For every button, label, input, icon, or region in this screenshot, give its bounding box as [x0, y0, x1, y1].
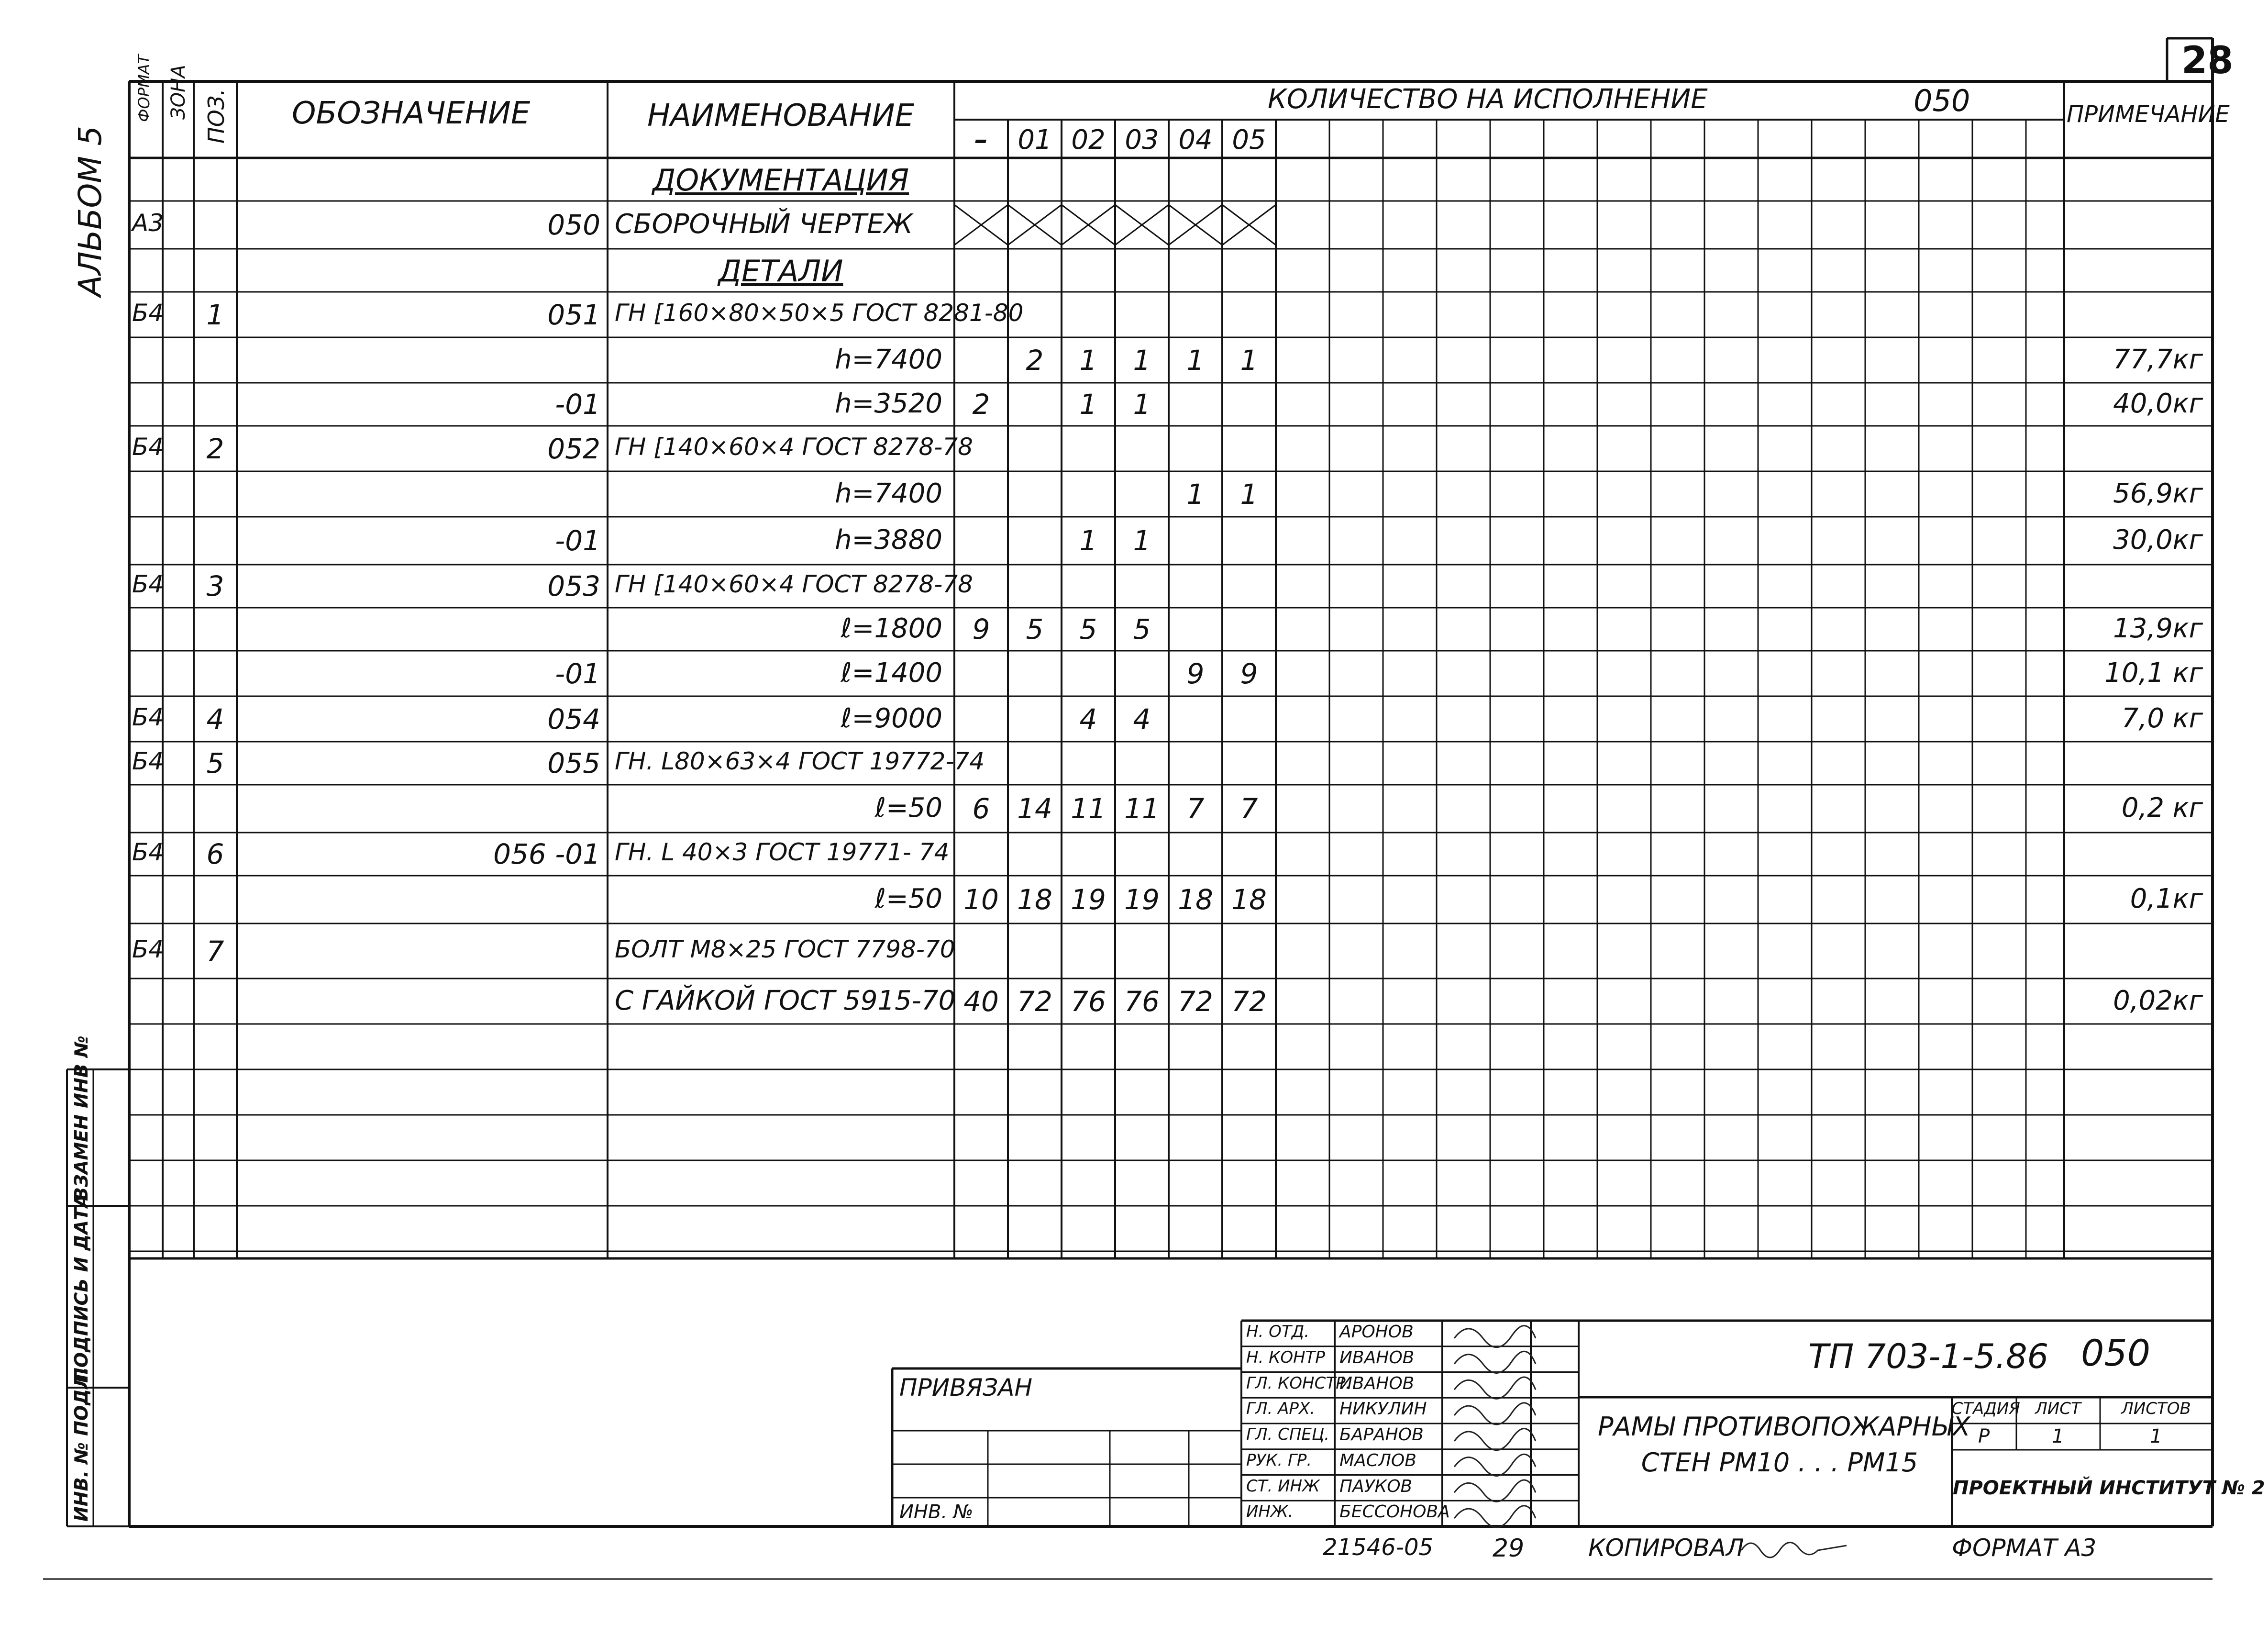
row-name: h=3880: [835, 524, 942, 556]
quantity-cell: 72: [1231, 985, 1267, 1018]
row-name: С ГАЙКОЙ ГОСТ 5915-70: [615, 985, 956, 1016]
quantity-cell: 76: [1071, 985, 1106, 1018]
quantity-cell: 9: [1186, 657, 1205, 690]
quantity-cell: 72: [1017, 985, 1052, 1018]
role-label: РУК. ГР.: [1246, 1450, 1312, 1470]
title-line-1: РАМЫ ПРОТИВОПОЖАРНЫХ: [1598, 1412, 1970, 1442]
row-name: ГН. L 40×3 ГОСТ 19771- 74: [615, 838, 950, 866]
quantity-cell: 5: [1133, 613, 1151, 645]
role-label: ГЛ. КОНСТР.: [1246, 1373, 1351, 1393]
row-name: ГН [140×60×4 ГОСТ 8278-78: [615, 433, 973, 461]
variant-header: 03: [1125, 124, 1159, 156]
person-name: МАСЛОВ: [1339, 1450, 1416, 1470]
document-code: ТП 703-1-5.86: [1808, 1337, 2049, 1376]
header-name: НАИМЕНОВАНИЕ: [647, 98, 915, 133]
row-name: ℓ=50: [874, 883, 942, 914]
section-title: ДОКУМЕНТАЦИЯ: [652, 163, 909, 198]
quantity-cell: 1: [1240, 478, 1258, 511]
quantity-cell: 1: [1186, 478, 1205, 511]
row-format: Б4: [132, 838, 164, 866]
row-position: 2: [206, 432, 224, 465]
quantity-cell: 76: [1124, 985, 1160, 1018]
person-name: ПАУКОВ: [1339, 1476, 1413, 1496]
album-label: АЛЬБОМ 5: [72, 125, 109, 297]
person-name: БАРАНОВ: [1339, 1425, 1424, 1445]
header-designation: ОБОЗНАЧЕНИЕ: [292, 96, 531, 131]
copier-signature: [1741, 1543, 1847, 1557]
sheet-value: 1: [2052, 1425, 2064, 1447]
row-designation: -01: [555, 657, 600, 690]
row-name: ℓ=50: [874, 792, 942, 823]
row-note: 10,1 кг: [2104, 657, 2203, 689]
row-name: БОЛТ М8×25 ГОСТ 7798-70: [615, 935, 955, 963]
quantity-cell: 1: [1079, 388, 1097, 421]
quantity-cell: 14: [1017, 792, 1052, 825]
title-line-2: СТЕН РМ10 . . . РМ15: [1641, 1447, 1918, 1478]
row-name: ГН. L80×63×4 ГОСТ 19772-74: [615, 747, 985, 775]
header-quantity: КОЛИЧЕСТВО НА ИСПОЛНЕНИЕ: [1268, 84, 1708, 115]
organization: ПРОЕКТНЫЙ ИНСТИТУТ № 2: [1953, 1477, 2265, 1499]
row-position: 6: [206, 838, 224, 870]
quantity-cell: 7: [1186, 792, 1205, 825]
row-name: ГН [160×80×50×5 ГОСТ 8281-80: [615, 299, 1024, 327]
role-label: ГЛ. СПЕЦ.: [1246, 1425, 1330, 1444]
stage-value: Р: [1978, 1425, 1990, 1447]
person-name: НИКУЛИН: [1339, 1399, 1427, 1419]
format-label: ФОРМАТ А3: [1952, 1534, 2097, 1562]
sheets-label: ЛИСТОВ: [2121, 1399, 2191, 1418]
quantity-cell: 1: [1133, 388, 1151, 421]
quantity-cell: 19: [1124, 883, 1160, 916]
variant-header: 04: [1178, 124, 1213, 156]
quantity-cell: 18: [1178, 883, 1213, 916]
row-format: Б4: [132, 935, 164, 963]
row-name: h=3520: [835, 388, 942, 419]
header-position: ПОЗ.: [203, 89, 229, 144]
row-format: Б4: [132, 747, 164, 775]
row-designation: 056 -01: [493, 838, 600, 870]
sheets-value: 1: [2150, 1425, 2162, 1447]
row-name: ℓ=1800: [841, 613, 942, 644]
quantity-cell: 40: [963, 985, 999, 1018]
row-note: 7,0 кг: [2121, 702, 2203, 734]
page-reference: 29: [1493, 1534, 1525, 1563]
quantity-cell: 11: [1071, 792, 1106, 825]
quantity-cell: 7: [1240, 792, 1258, 825]
row-note: 13,9кг: [2113, 613, 2203, 644]
row-note: 0,1кг: [2130, 883, 2203, 914]
row-designation: 055: [547, 747, 600, 779]
row-position: 1: [206, 298, 224, 331]
stage-label: СТАДИЯ: [1951, 1399, 2020, 1418]
person-name: АРОНОВ: [1339, 1322, 1414, 1342]
quantity-cell: 1: [1133, 344, 1151, 377]
header-zone: ЗОНА: [167, 65, 189, 120]
side-stamp-label: ВЗАМЕН ИНВ №: [71, 1035, 92, 1201]
copied-label: КОПИРОВАЛ: [1588, 1534, 1744, 1562]
side-stamp-label: ИНВ. № ПОДЛ.: [71, 1367, 92, 1522]
row-designation: 053: [547, 570, 600, 602]
row-designation: -01: [555, 388, 600, 421]
archive-number: 21546-05: [1323, 1534, 1434, 1561]
row-note: 30,0кг: [2113, 524, 2203, 556]
row-name: ℓ=9000: [841, 702, 942, 734]
row-designation: 051: [547, 298, 600, 331]
quantity-cell: 18: [1231, 883, 1267, 916]
variant-header: 02: [1071, 124, 1106, 156]
row-position: 5: [206, 747, 224, 779]
row-designation: -01: [555, 524, 600, 557]
header-quantity-code: 050: [1914, 83, 1970, 118]
quantity-cell: 10: [963, 883, 999, 916]
row-format: Б4: [132, 433, 164, 461]
row-name: ГН [140×60×4 ГОСТ 8278-78: [615, 570, 973, 598]
row-name: h=7400: [835, 344, 942, 375]
sheet-label: ЛИСТ: [2035, 1399, 2081, 1418]
quantity-cell: 5: [1026, 613, 1044, 645]
row-position: 3: [206, 570, 224, 602]
role-label: Н. КОНТР: [1246, 1347, 1325, 1367]
quantity-cell: 1: [1079, 524, 1097, 557]
row-note: 40,0кг: [2113, 388, 2203, 419]
quantity-cell: 9: [1240, 657, 1258, 690]
quantity-cell: 6: [972, 792, 990, 825]
section-title: ДЕТАЛИ: [718, 254, 843, 289]
quantity-cell: 1: [1079, 344, 1097, 377]
variant-header: 05: [1232, 124, 1266, 156]
row-note: 77,7кг: [2113, 344, 2203, 375]
row-designation: 052: [547, 432, 600, 465]
quantity-cell: 4: [1133, 702, 1151, 735]
quantity-cell: 1: [1186, 344, 1205, 377]
person-name: ИВАНОВ: [1339, 1373, 1415, 1393]
person-name: БЕССОНОВА: [1339, 1502, 1450, 1522]
quantity-cell: 19: [1071, 883, 1106, 916]
variant-header: 01: [1018, 124, 1052, 156]
row-note: 0,2 кг: [2121, 792, 2203, 823]
signatures: [1454, 1326, 1536, 1527]
role-label: Н. ОТД.: [1246, 1322, 1310, 1341]
quantity-cell: 1: [1240, 344, 1258, 377]
row-designation: 050: [547, 209, 600, 241]
row-name: h=7400: [835, 478, 942, 509]
row-format: Б4: [132, 570, 164, 598]
quantity-cell: 4: [1079, 702, 1097, 735]
role-label: ИНЖ.: [1246, 1502, 1294, 1522]
quantity-cell: 2: [972, 388, 990, 421]
quantity-cell: 11: [1124, 792, 1160, 825]
quantity-cell: 2: [1026, 344, 1044, 377]
header-note: ПРИМЕЧАНИЕ: [2067, 101, 2230, 128]
quantity-cell: 9: [972, 613, 990, 645]
quantity-cell: 18: [1017, 883, 1052, 916]
row-note: 0,02кг: [2113, 985, 2203, 1016]
role-label: ГЛ. АРХ.: [1246, 1399, 1315, 1419]
variant-header: –: [974, 124, 988, 156]
quantity-cell: 1: [1133, 524, 1151, 557]
row-format: А3: [132, 209, 164, 237]
row-name: СБОРОЧНЫЙ ЧЕРТЕЖ: [615, 209, 913, 240]
row-designation: 054: [547, 702, 600, 735]
privyazan-label: ПРИВЯЗАН: [899, 1374, 1033, 1401]
row-position: 4: [206, 702, 224, 735]
person-name: ИВАНОВ: [1339, 1347, 1415, 1368]
row-note: 56,9кг: [2113, 478, 2203, 509]
row-position: 7: [206, 934, 224, 968]
row-format: Б4: [132, 703, 164, 731]
sheet-number: 28: [2181, 39, 2234, 82]
row-format: Б4: [132, 299, 164, 327]
role-label: СТ. ИНЖ: [1246, 1476, 1320, 1496]
side-stamp-label: ПОДПИСЬ И ДАТА: [71, 1193, 92, 1383]
inv-number-label: ИНВ. №: [899, 1501, 974, 1523]
quantity-cell: 72: [1178, 985, 1213, 1018]
row-name: ℓ=1400: [841, 657, 942, 689]
document-suffix: 050: [2081, 1332, 2151, 1374]
quantity-cell: 5: [1079, 613, 1097, 645]
header-format: ФОРМАТ: [135, 54, 153, 122]
